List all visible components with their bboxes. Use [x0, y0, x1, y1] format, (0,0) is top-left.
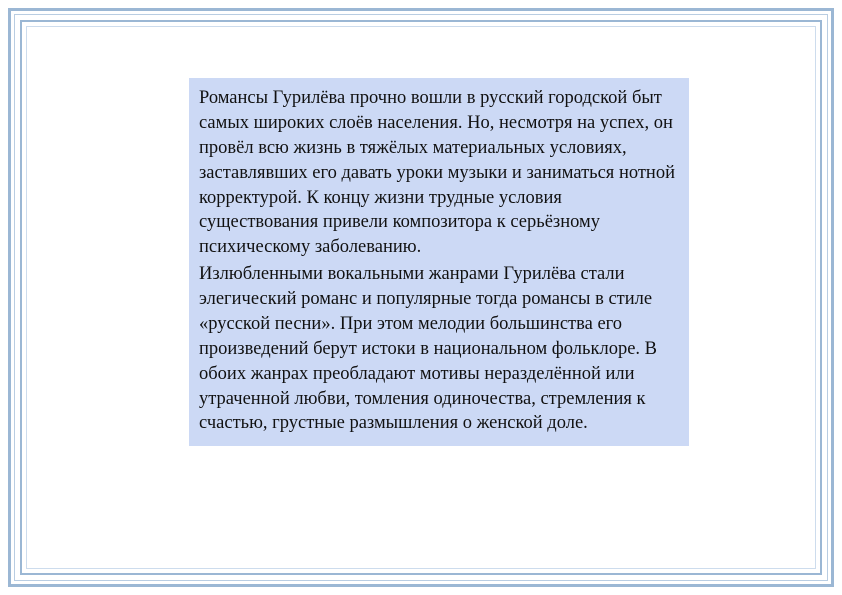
body-paragraph-1: Романсы Гурилёва прочно вошли в русский городской быт самых широких слоёв населения. Но, несмотря на успех, он провёл всю жизнь в тяжёлых материальных условиях, заставлявших его давать уроки музыки и заниматься нотной корректурой. К концу жизни трудные условия существования привели композитора к серьёзному психическому заболеванию. — [199, 88, 675, 258]
body-paragraph-2: Излюбленными вокальными жанрами Гурилёва стали элегический романс и популярные тогда романсы в стиле «русской песни». При этом мелодии большинства его произведений берут истоки в национальном фольклоре. В обоих жанрах преобладают мотивы неразделённой или утраченной любви, томления одиночества, стремления к счастью, грустные размышления о женской доле. — [199, 264, 657, 434]
body-text-block — [189, 78, 689, 446]
